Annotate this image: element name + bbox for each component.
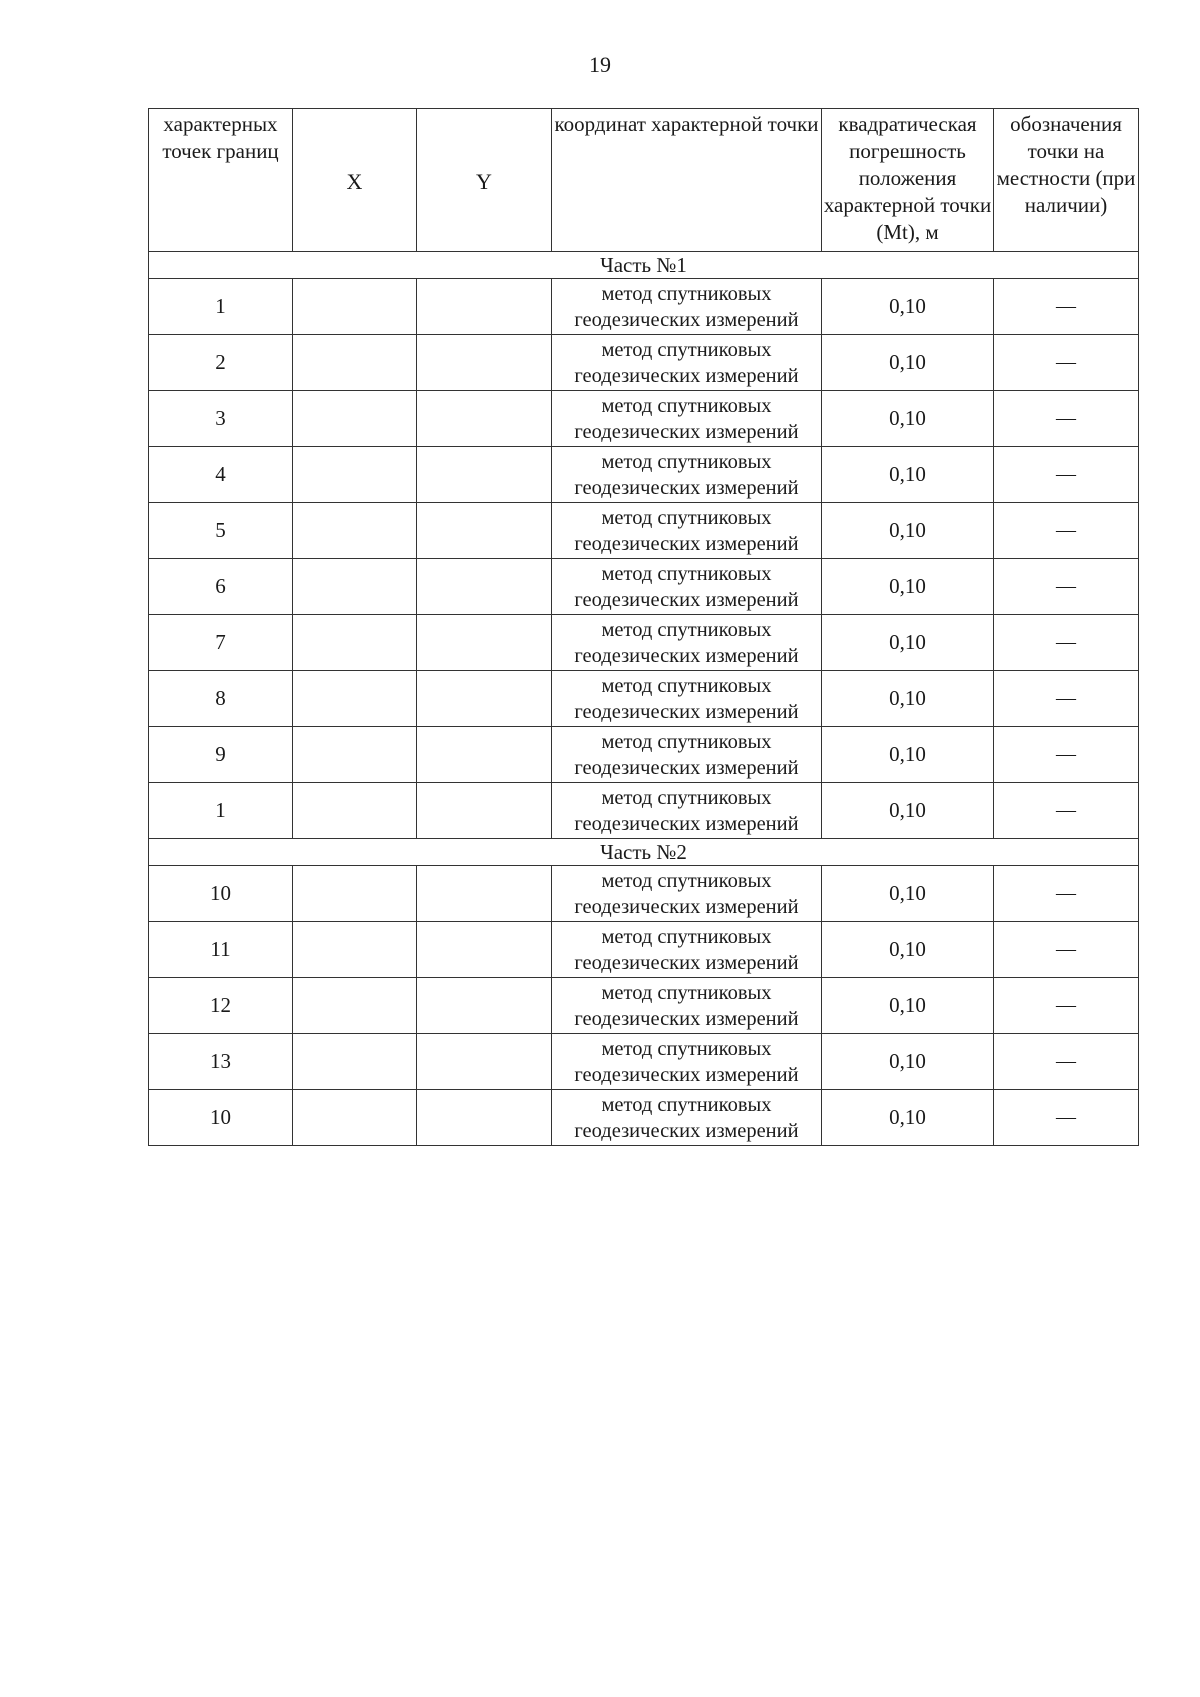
accuracy-cell: 0,10 [822, 866, 994, 922]
section-title: Часть №2 [149, 839, 1139, 866]
table-row [149, 671, 1139, 727]
method-cell: метод спутниковых геодезических измерений [552, 559, 822, 615]
method-cell: метод спутниковых геодезических измерений [552, 783, 822, 839]
header-accuracy: квадратическая погрешность положения характерной точки (Mt), м [822, 109, 994, 252]
point-number-cell: 9 [149, 727, 293, 783]
table-row [149, 391, 1139, 447]
y-coordinate-cell [417, 447, 552, 503]
table-row [149, 1034, 1139, 1090]
x-coordinate-cell [293, 866, 417, 922]
method-cell: метод спутниковых геодезических измерений [552, 503, 822, 559]
method-cell: метод спутниковых геодезических измерений [552, 279, 822, 335]
table-row [149, 978, 1139, 1034]
accuracy-cell: 0,10 [822, 279, 994, 335]
y-coordinate-cell [417, 503, 552, 559]
x-coordinate-cell [293, 447, 417, 503]
x-coordinate-cell [293, 503, 417, 559]
table-row [149, 503, 1139, 559]
section-title-row [149, 839, 1139, 866]
mark-cell: — [994, 671, 1139, 727]
method-cell: метод спутниковых геодезических измерений [552, 447, 822, 503]
accuracy-cell: 0,10 [822, 671, 994, 727]
mark-cell: — [994, 1034, 1139, 1090]
accuracy-cell: 0,10 [822, 1034, 994, 1090]
coordinates-table [148, 108, 1139, 1146]
table-row [149, 559, 1139, 615]
y-coordinate-cell [417, 727, 552, 783]
accuracy-cell: 0,10 [822, 922, 994, 978]
section-title: Часть №1 [149, 252, 1139, 279]
point-number-cell: 2 [149, 335, 293, 391]
x-coordinate-cell [293, 978, 417, 1034]
table-row [149, 727, 1139, 783]
point-number-cell: 3 [149, 391, 293, 447]
table-row [149, 279, 1139, 335]
y-coordinate-cell [417, 922, 552, 978]
mark-cell: — [994, 335, 1139, 391]
y-coordinate-cell [417, 335, 552, 391]
table-row [149, 447, 1139, 503]
accuracy-cell: 0,10 [822, 335, 994, 391]
table-row [149, 1090, 1139, 1146]
x-coordinate-cell [293, 279, 417, 335]
point-number-cell: 1 [149, 279, 293, 335]
method-cell: метод спутниковых геодезических измерений [552, 978, 822, 1034]
y-coordinate-cell [417, 391, 552, 447]
header-x: X [293, 109, 417, 252]
method-cell: метод спутниковых геодезических измерений [552, 335, 822, 391]
accuracy-cell: 0,10 [822, 615, 994, 671]
accuracy-cell: 0,10 [822, 978, 994, 1034]
method-cell: метод спутниковых геодезических измерений [552, 671, 822, 727]
method-cell: метод спутниковых геодезических измерений [552, 1090, 822, 1146]
accuracy-cell: 0,10 [822, 783, 994, 839]
mark-cell: — [994, 978, 1139, 1034]
point-number-cell: 12 [149, 978, 293, 1034]
table-header-row [149, 109, 1139, 252]
mark-cell: — [994, 279, 1139, 335]
accuracy-cell: 0,10 [822, 447, 994, 503]
mark-cell: — [994, 866, 1139, 922]
table-row [149, 335, 1139, 391]
header-mark: обозначения точки на местности (при наличии) [994, 109, 1139, 252]
method-cell: метод спутниковых геодезических измерений [552, 866, 822, 922]
method-cell: метод спутниковых геодезических измерений [552, 1034, 822, 1090]
y-coordinate-cell [417, 783, 552, 839]
x-coordinate-cell [293, 1090, 417, 1146]
header-point-number: характерных точек границ [149, 109, 293, 252]
method-cell: метод спутниковых геодезических измерений [552, 391, 822, 447]
point-number-cell: 11 [149, 922, 293, 978]
header-method: координат характерной точки [552, 109, 822, 252]
table-row [149, 783, 1139, 839]
point-number-cell: 4 [149, 447, 293, 503]
y-coordinate-cell [417, 978, 552, 1034]
x-coordinate-cell [293, 335, 417, 391]
accuracy-cell: 0,10 [822, 503, 994, 559]
mark-cell: — [994, 503, 1139, 559]
x-coordinate-cell [293, 615, 417, 671]
table-row [149, 615, 1139, 671]
point-number-cell: 13 [149, 1034, 293, 1090]
y-coordinate-cell [417, 1090, 552, 1146]
section-title-row [149, 252, 1139, 279]
table-body [149, 252, 1139, 1146]
point-number-cell: 7 [149, 615, 293, 671]
y-coordinate-cell [417, 671, 552, 727]
mark-cell: — [994, 391, 1139, 447]
accuracy-cell: 0,10 [822, 559, 994, 615]
method-cell: метод спутниковых геодезических измерений [552, 922, 822, 978]
x-coordinate-cell [293, 922, 417, 978]
mark-cell: — [994, 615, 1139, 671]
x-coordinate-cell [293, 783, 417, 839]
point-number-cell: 6 [149, 559, 293, 615]
point-number-cell: 5 [149, 503, 293, 559]
y-coordinate-cell [417, 615, 552, 671]
page-number: 19 [589, 52, 611, 77]
point-number-cell: 10 [149, 1090, 293, 1146]
mark-cell: — [994, 922, 1139, 978]
point-number-cell: 10 [149, 866, 293, 922]
mark-cell: — [994, 783, 1139, 839]
mark-cell: — [994, 559, 1139, 615]
point-number-cell: 8 [149, 671, 293, 727]
method-cell: метод спутниковых геодезических измерений [552, 727, 822, 783]
x-coordinate-cell [293, 1034, 417, 1090]
x-coordinate-cell [293, 391, 417, 447]
y-coordinate-cell [417, 559, 552, 615]
point-number-cell: 1 [149, 783, 293, 839]
x-coordinate-cell [293, 671, 417, 727]
y-coordinate-cell [417, 866, 552, 922]
header-y: Y [417, 109, 552, 252]
table-row [149, 922, 1139, 978]
method-cell: метод спутниковых геодезических измерений [552, 615, 822, 671]
accuracy-cell: 0,10 [822, 1090, 994, 1146]
y-coordinate-cell [417, 1034, 552, 1090]
mark-cell: — [994, 727, 1139, 783]
mark-cell: — [994, 1090, 1139, 1146]
x-coordinate-cell [293, 559, 417, 615]
mark-cell: — [994, 447, 1139, 503]
accuracy-cell: 0,10 [822, 727, 994, 783]
accuracy-cell: 0,10 [822, 391, 994, 447]
y-coordinate-cell [417, 279, 552, 335]
x-coordinate-cell [293, 727, 417, 783]
table-row [149, 866, 1139, 922]
